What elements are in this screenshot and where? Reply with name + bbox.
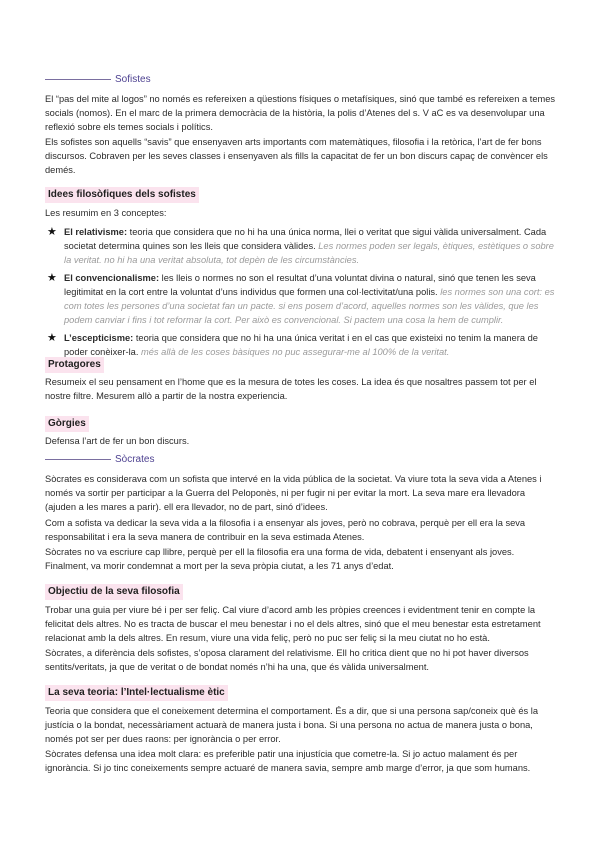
list-item: ★ El relativisme: teoria que considera que no hi ha una única norma, llei o veritat que sigui vàlida universalment. Cada societat determina quines son les lleis que considera vàlides. Les normes poden ser legals, ètiques, estètiques o sobre la veritat. no hi ha una veritat absoluta, tot depèn de les circumstàncies. — [47, 226, 554, 265]
section-rule — [45, 459, 111, 460]
paragraph: El “pas del mite al logos” no només es refereixen a qüestions físiques o metafísiques, sinó que també es refereixen a temes socials (nomos). En el marc de la primera democràcia de la història, la polis d’Atenes del s. V aC es va desenvolupar una reflexió sobre els temes socials i polítics. — [45, 94, 556, 132]
star-bullet-icon: ★ — [47, 226, 57, 238]
highlighted-heading: La seva teoria: l’Intel·lectualisme ètic — [45, 685, 228, 701]
list-item: ★ L’escepticisme: teoria que considera que no hi ha una única veritat i en el cas que existeixi no tenim la manera de poder conèixer-la. més allà de les coses bàsiques no puc assegurar-me al 100% de la veritat. — [47, 332, 538, 357]
heading-protagores — [45, 354, 557, 373]
list-item: ★ El convencionalisme: les lleis o normes no son el resultat d’una voluntat divina o natural, sinó que tenen les seva legitimitat en la cort entre la voluntat d’uns individus que formen una col·lectivitat/una polis. les normes son una cort: es com totes les persones d’una societat fan un pacte. si ens posem d’acord, aquelles normes son les vàlides, que les podem canviar i fins i tot reformar la cort. Per això es convencional. Si pactem una cosa la hem de cumplir. — [47, 272, 555, 325]
paragraph: Trobar una guia per viure bé i per ser feliç. Cal viure d’acord amb les pròpies creences i evidentment tenir en compte la felicitat dels altres. No es tracta de buscar el meu benestar i no el dels altres, sinó que el meu benestar esta estretament relacionat amb la dels altres. En resum, viure una vida feliç, però no puc ser feliç si la meu ciutat no ho està. — [45, 605, 541, 643]
highlighted-heading: Protagores — [45, 357, 104, 373]
section-rule — [45, 79, 111, 80]
paragraph: Resumeix el seu pensament en l’home que es la mesura de totes les coses. La idea és que nosaltres passem tot per el nostre filtre. Mesurem allò a partir de la nostra experiencia. — [45, 377, 537, 401]
star-bullet-icon: ★ — [47, 332, 57, 344]
paragraph: Sòcrates defensa una idea molt clara: es preferible patir una injustícia que cometre-la. Si jo actuo malament és per ignorància. Si jo tinc coneixements sempre actuaré de manera savia, sempre amb marge d’error, ja que som humans. — [45, 749, 531, 773]
paragraph: Com a sofista va dedicar la seva vida a la filosofia i a ensenyar als joves, però no cobrava, perquè per ell era la seva responsabilitat i era la seva manera de contribuir en la seva estimada Atenes. — [45, 518, 526, 542]
paragraph: Sòcrates, a diferència dels sofistes, s’oposa clarament del relativisme. Ell ho critica dient que no hi pot haver diversos sentits/veritats, ja que de veritat o de bondat només n’hi ha una, que és vàlida universalment. — [45, 648, 529, 672]
heading-objectiu — [45, 581, 557, 600]
paragraph: Defensa l’art de fer un bon discurs. — [45, 436, 190, 446]
highlighted-heading: Idees filosòfiques dels sofistes — [45, 187, 199, 203]
heading-teoria — [45, 682, 557, 701]
star-bullet-icon: ★ — [47, 272, 57, 284]
section-header-sofistes — [45, 72, 557, 86]
section-title: Sòcrates — [115, 453, 155, 465]
paragraph: Sòcrates es considerava com un sofista que intervé en la vida pública de la societat. Va viure tota la seva vida a Atenes i només va sortir per participar a la Guerra del Peloponès, ni per fugir ni per evitar la mort. La seva mare era llevadora (ajuden a les mares a parir). ell era llevador, no de part, sinó d’idees. — [45, 474, 542, 512]
concepts-list — [45, 225, 557, 363]
heading-gorgies — [45, 413, 557, 432]
paragraph: Sòcrates no va escriure cap llibre, perquè per ell la filosofia era una forma de vida, debatent i ensenyant als joves. Finalment, va morir condemnat a mort per la seva pròpia ciutat, a les 71 anys d’edat. — [45, 547, 515, 571]
paragraph: Les resumim en 3 conceptes: — [45, 208, 167, 218]
highlighted-heading: Gòrgies — [45, 416, 89, 432]
paragraph: Teoria que considera que el coneixement determina el comportament. És a dir, que si una persona sap/coneix què és la justícia o la bondat, necessàriament actuarà de manera justa i bona. Si una persona no actua de manera justa o bona, només pot ser per dues raons: per ignorància o per error. — [45, 706, 539, 744]
section-title: Sofistes — [115, 73, 151, 85]
paragraph: Els sofistes son aquells “savis” que ensenyaven arts importants com matemàtiques, filosofia i la retòrica, l’art de fer bons discursos. Cobraven per les seves classes i ensenyaven als fills la capacitat de fer un bon discurs capaç de convèncer els demés. — [45, 137, 548, 175]
highlighted-heading: Objectiu de la seva filosofia — [45, 584, 183, 600]
section-header-socrates — [45, 452, 557, 466]
heading-idees — [45, 184, 557, 203]
